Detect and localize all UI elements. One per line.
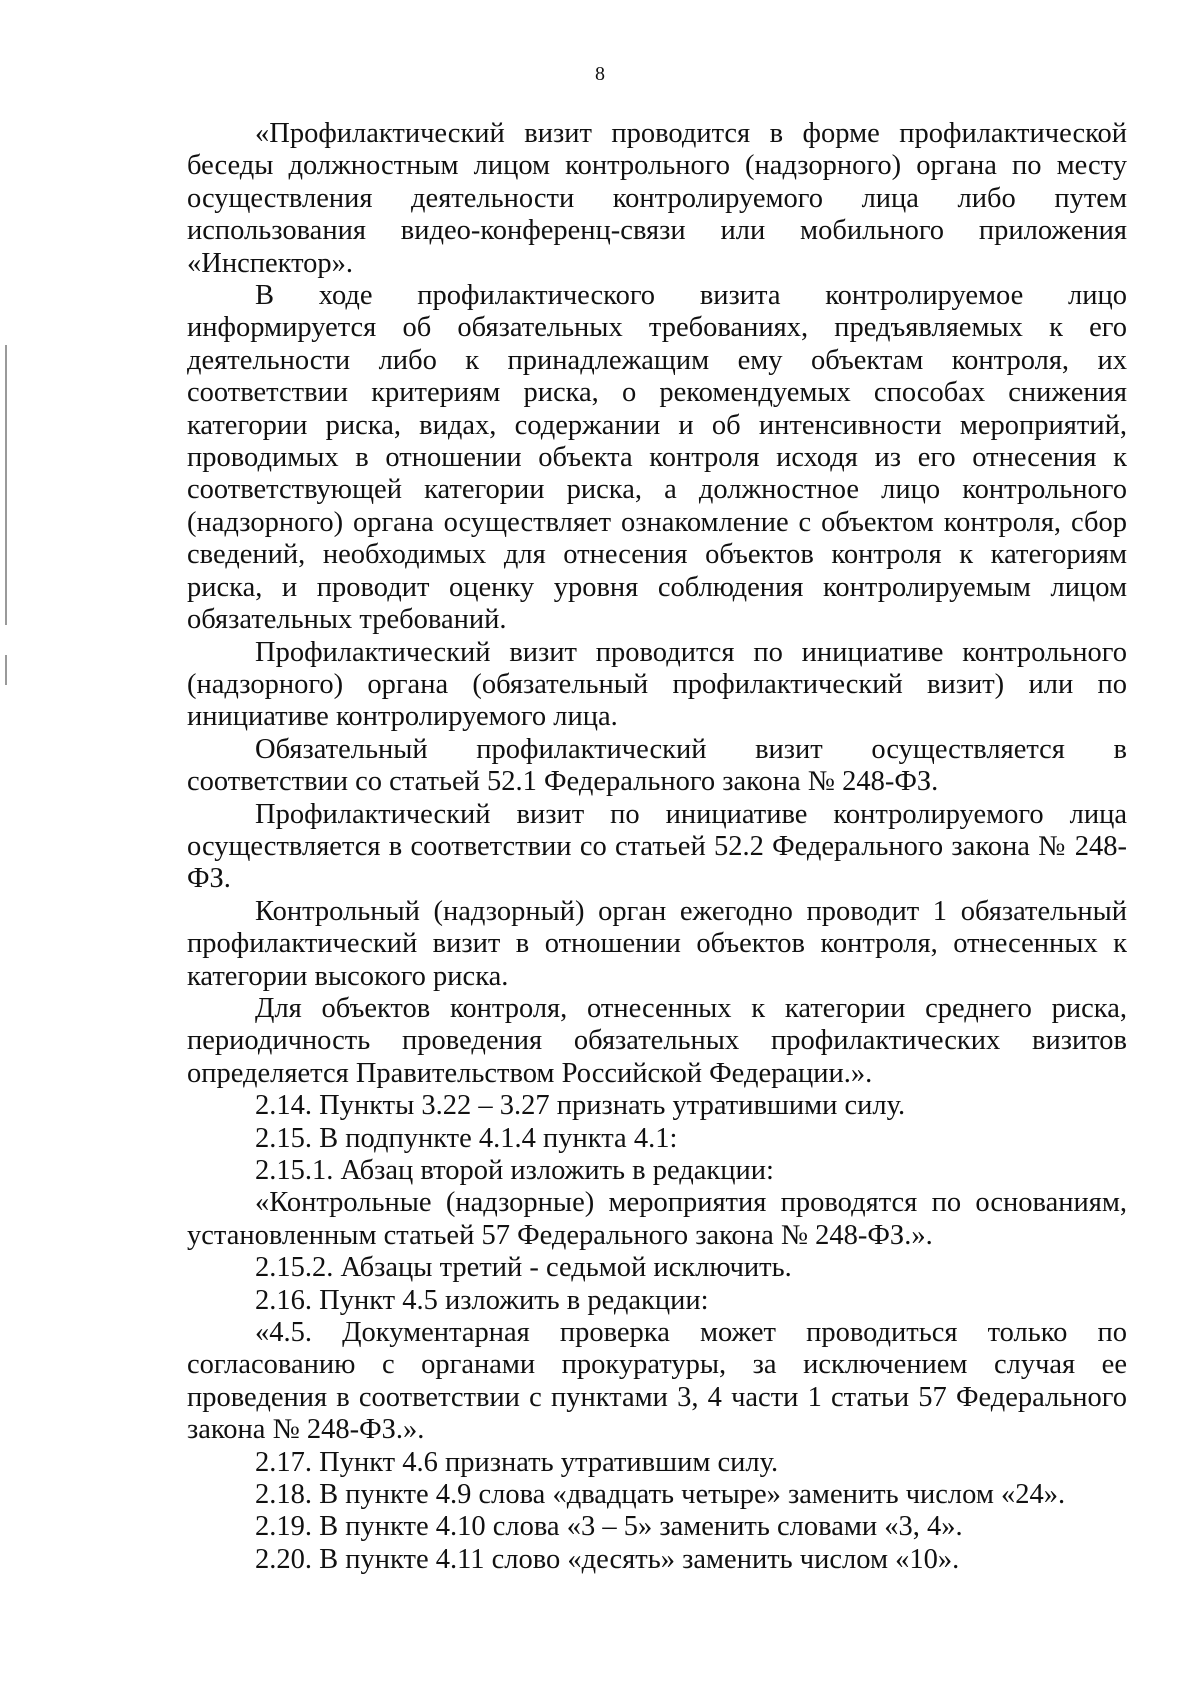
- clause-2-15-1: 2.15.1. Абзац второй изложить в редакции:: [255, 1155, 774, 1186]
- paragraph: Профилактический визит проводится по инициативе контрольного (надзорного) органа (обязательный профилактический визит) или по инициативе контролируемого лица.: [187, 636, 1127, 733]
- paragraph: В ходе профилактического визита контролируемое лицо информируется об обязательных требованиях, предъявляемых к его деятельности либо к принадлежащим ему объектам контроля, их соответствии критериям риска, о рекомендуемых способах снижения категории риска, видах, содержании и об интенсивности мероприятий, проводимых в отношении объекта контроля исходя из его отнесения к соответствующей категории риска, а должностное лицо контрольного (надзорного) органа осуществляет ознакомление с объектом контроля, сбор сведений, необходимых для отнесения объектов контроля к категориям риска, и проводит оценку уровня соблюдения контролируемым лицом обязательных требований.: [187, 280, 1127, 636]
- clause-2-14: 2.14. Пункты 3.22 – 3.27 признать утратившими силу.: [255, 1090, 906, 1122]
- clause-2-16: 2.16. Пункт 4.5 изложить в редакции:: [255, 1284, 709, 1316]
- page-number: 8: [595, 63, 605, 85]
- clause-2-15: 2.15. В подпункте 4.1.4 пункта 4.1:: [255, 1122, 678, 1154]
- paragraph: Профилактический визит по инициативе контролируемого лица осуществляется в соответствии со статьей 52.2 Федерального закона № 248-ФЗ.: [187, 798, 1127, 895]
- clause-2-18: 2.18. В пункте 4.9 слова «двадцать четыре» заменить числом «24».: [255, 1479, 1066, 1511]
- clause-2-19: 2.19. В пункте 4.10 слова «3 – 5» заменить словами «3, 4».: [255, 1511, 963, 1543]
- paragraph: «4.5. Документарная проверка может проводиться только по согласованию с органами прокуратуры, за исключением случая ее проведения в соответствии с пунктами 3, 4 части 1 статьи 57 Федерального закона № 248-ФЗ.».: [187, 1317, 1127, 1446]
- paragraph: Для объектов контроля, отнесенных к категории среднего риска, периодичность проведения обязательных профилактических визитов определяется Правительством Российской Федерации.».: [187, 992, 1127, 1089]
- clause-2-20: 2.20. В пункте 4.11 слово «десять» заменить числом «10».: [255, 1543, 960, 1575]
- clause-2-15-2: 2.15.2. Абзацы третий - седьмой исключить.: [255, 1252, 792, 1284]
- paragraph: Контрольный (надзорный) орган ежегодно проводит 1 обязательный профилактический визит в отношении объектов контроля, отнесенных к категории высокого риска.: [187, 895, 1127, 992]
- clause-2-17: 2.17. Пункт 4.6 признать утратившим силу.: [255, 1446, 779, 1478]
- paragraph: Обязательный профилактический визит осуществляется в соответствии со статьей 52.1 Федерального закона № 248-ФЗ.: [187, 733, 1127, 798]
- margin-scan-line: [5, 345, 7, 625]
- document-body: [187, 118, 1127, 1576]
- paragraph: «Профилактический визит проводится в форме профилактической беседы должностным лицом контрольного (надзорного) органа по месту осуществления деятельности контролируемого лица либо путем использования видео-конференц-связи или мобильного приложения «Инспектор».: [187, 118, 1127, 279]
- paragraph: «Контрольные (надзорные) мероприятия проводятся по основаниям, установленным статьей 57 Федерального закона № 248-ФЗ.».: [187, 1187, 1127, 1251]
- margin-scan-line: [5, 655, 7, 685]
